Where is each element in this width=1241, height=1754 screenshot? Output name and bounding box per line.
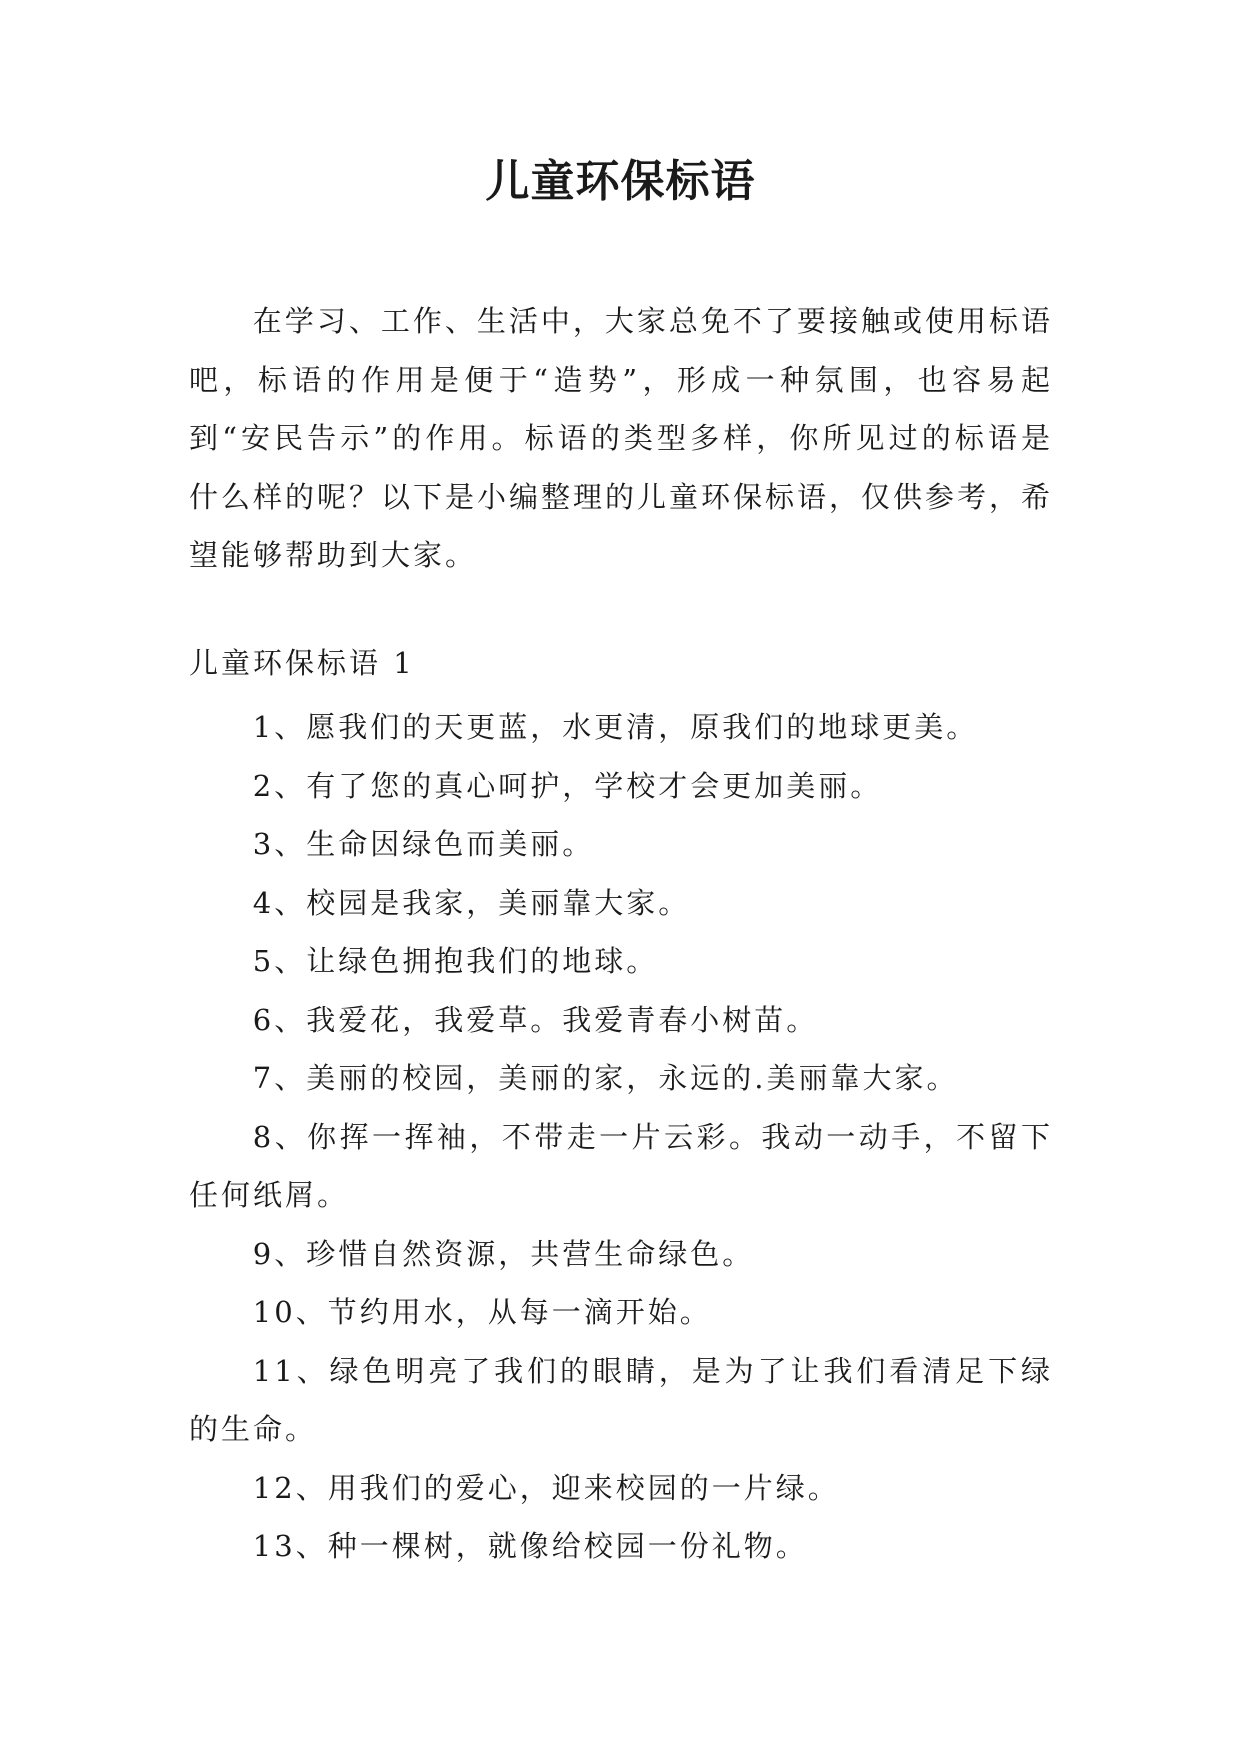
section-heading: 儿童环保标语 1 (189, 646, 415, 680)
intro-paragraph: 在学习、工作、生活中，大家总免不了要接触或使用标语吧，标语的作用是便于“造势”，形成一种氛围，也容易起到“安民告示”的作用。标语的类型多样，你所见过的标语是什么样的呢？以下是小编整理的儿童环保标语，仅供参考，希望能够帮助到大家。 (189, 304, 1054, 572)
slogan-item-8: 8、你挥一挥袖，不带走一片云彩。我动一动手，不留下任何纸屑。 (189, 1119, 1053, 1212)
slogan-item-12: 12、用我们的爱心，迎来校园的一片绿。 (252, 1470, 840, 1505)
document-title: 儿童环保标语 (485, 156, 756, 207)
slogan-item-10: 10、节约用水，从每一滴开始。 (252, 1295, 712, 1329)
slogan-item-3: 3、生命因绿色而美丽。 (252, 827, 595, 861)
slogan-item-13: 13、种一棵树，就像给校园一份礼物。 (252, 1529, 808, 1563)
slogan-item-4: 4、校园是我家，美丽靠大家。 (252, 885, 691, 920)
slogan-item-1: 1、愿我们的天更蓝，水更清，原我们的地球更美。 (252, 710, 979, 744)
slogan-item-7: 7、美丽的校园，美丽的家，永远的.美丽靠大家。 (252, 1061, 959, 1095)
slogan-item-9: 9、珍惜自然资源，共营生命绿色。 (252, 1236, 755, 1271)
slogan-list (189, 698, 1053, 1576)
slogan-item-5: 5、让绿色拥抱我们的地球。 (252, 944, 659, 978)
slogan-item-2: 2、有了您的真心呵护，学校才会更加美丽。 (252, 768, 883, 803)
slogan-item-11: 11、绿色明亮了我们的眼睛，是为了让我们看清足下绿的生命。 (189, 1353, 1053, 1446)
slogan-item-6: 6、我爱花，我爱草。我爱青春小树苗。 (252, 1002, 819, 1037)
